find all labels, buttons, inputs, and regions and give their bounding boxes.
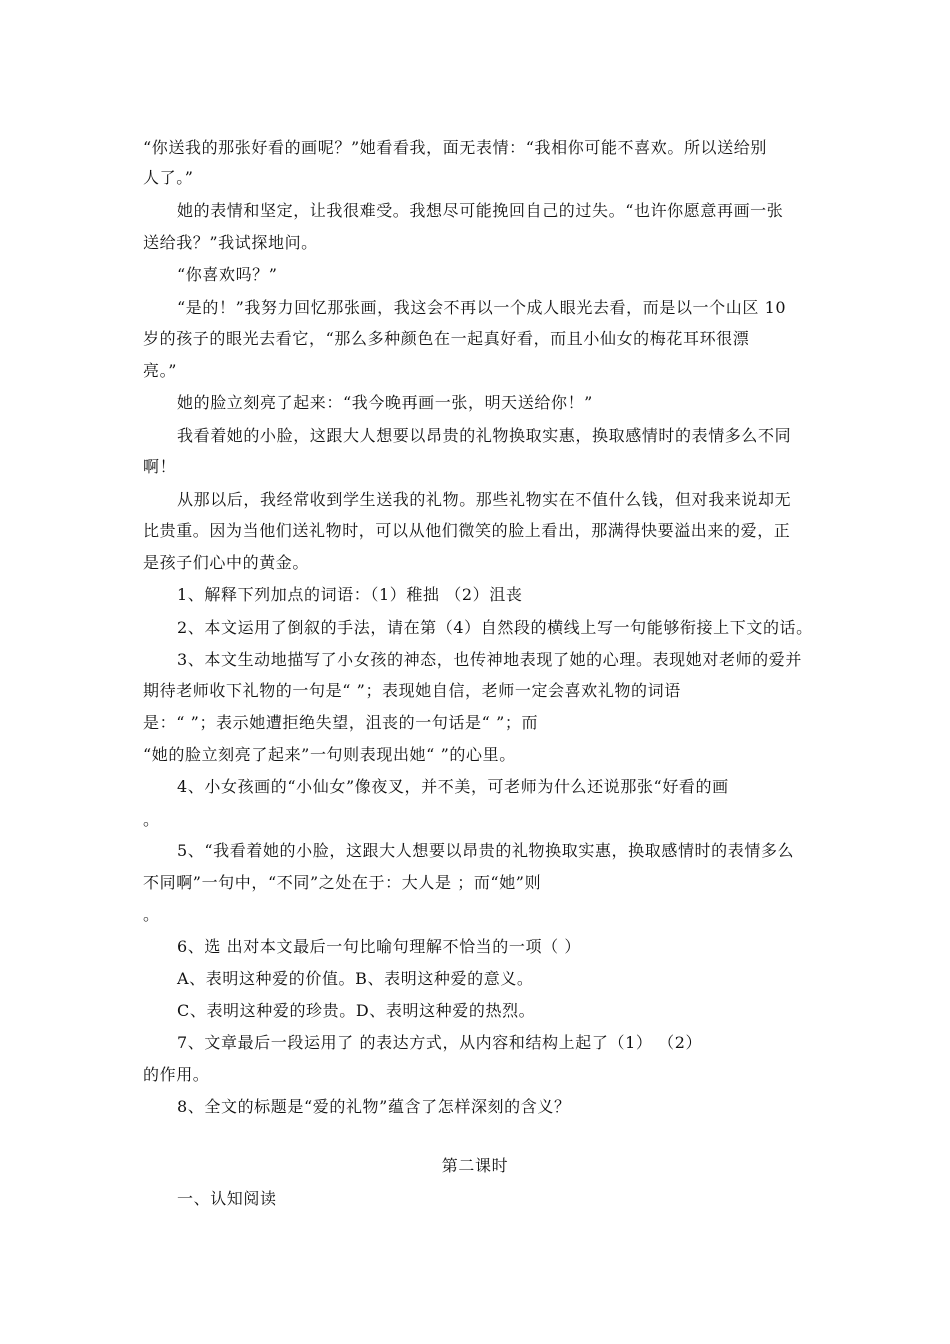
question-line: 4、小女孩画的“小仙女”像夜叉，并不美，可老师为什么还说那张“好看的画 [177, 777, 729, 796]
question-line: 7、文章最后一段运用了 的表达方式，从内容和结构上起了（1） （2） [177, 1033, 703, 1052]
question-line: 。 [143, 810, 160, 829]
paragraph-line: 她的表情和坚定，让我很难受。我想尽可能挽回自己的过失。“也许你愿意再画一张 [177, 201, 784, 220]
question-line: 1、解释下列加点的词语：（1）稚拙 （2）沮丧 [177, 585, 523, 604]
paragraph-line: “你喜欢吗？” [177, 265, 278, 284]
question-line: 是：“ ”；表示她遭拒绝失望，沮丧的一句话是“ ”；而 [143, 713, 539, 732]
option-line: A、表明这种爱的价值。B、表明这种爱的意义。 [177, 969, 534, 988]
paragraph-line: 从那以后，我经常收到学生送我的礼物。那些礼物实在不值什么钱，但对我来说却无 [177, 490, 792, 509]
subsection-heading: 一、认知阅读 [177, 1189, 277, 1208]
question-line: 8、全文的标题是“爱的礼物”蕴含了怎样深刻的含义？ [177, 1097, 571, 1116]
paragraph-line: 啊！ [143, 457, 177, 476]
question-line: 期待老师收下礼物的一句是“ ”；表现她自信，老师一定会喜欢礼物的词语 [143, 681, 681, 700]
question-line: “她的脸立刻亮了起来”一句则表现出她“ ”的心里。 [143, 745, 516, 764]
question-line: 不同啊”一句中，“不同”之处在于：大人是 ；而“她”则 [143, 873, 542, 892]
option-line: C、表明这种爱的珍贵。D、表明这种爱的热烈。 [177, 1001, 536, 1020]
paragraph-line: 送给我？”我试探地问。 [143, 233, 318, 252]
question-line: 2、本文运用了倒叙的手法，请在第（4）自然段的横线上写一句能够衔接上下文的话。 [177, 618, 813, 637]
paragraph-line: 我看着她的小脸，这跟大人想要以昂贵的礼物换取实惠，换取感情时的表情多么不同 [177, 426, 792, 445]
question-line: 3、本文生动地描写了小女孩的神态，也传神地表现了她的心理。表现她对老师的爱并 [177, 650, 802, 669]
paragraph-line: 亮。” [143, 361, 177, 380]
paragraph-line: “是的！”我努力回忆那张画，我这会不再以一个成人眼光去看，而是以一个山区 10 [177, 298, 787, 317]
question-line: 6、选 出对本文最后一句比喻句理解不恰当的一项（ ） [177, 937, 581, 956]
section-heading: 第二课时 [441, 1156, 509, 1175]
paragraph-line: 岁的孩子的眼光去看它，“那么多种颜色在一起真好看，而且小仙女的梅花耳环很漂 [143, 329, 750, 348]
paragraph-line: 她的脸立刻亮了起来：“我今晚再画一张，明天送给你！” [177, 393, 593, 412]
question-line: 。 [143, 905, 160, 924]
paragraph-line: 比贵重。因为当他们送礼物时，可以从他们微笑的脸上看出，那满得快要溢出来的爱，正 [143, 521, 791, 540]
paragraph-line: 是孩子们心中的黄金。 [143, 553, 310, 572]
question-line: 5、“我看着她的小脸，这跟大人想要以昂贵的礼物换取实惠，换取感情时的表情多么 [177, 841, 795, 860]
paragraph-line: 人了。” [143, 168, 194, 187]
paragraph-line: “你送我的那张好看的画呢？”她看看我，面无表情：“我相你可能不喜欢。所以送给别 [143, 138, 767, 157]
question-line: 的作用。 [143, 1065, 210, 1084]
